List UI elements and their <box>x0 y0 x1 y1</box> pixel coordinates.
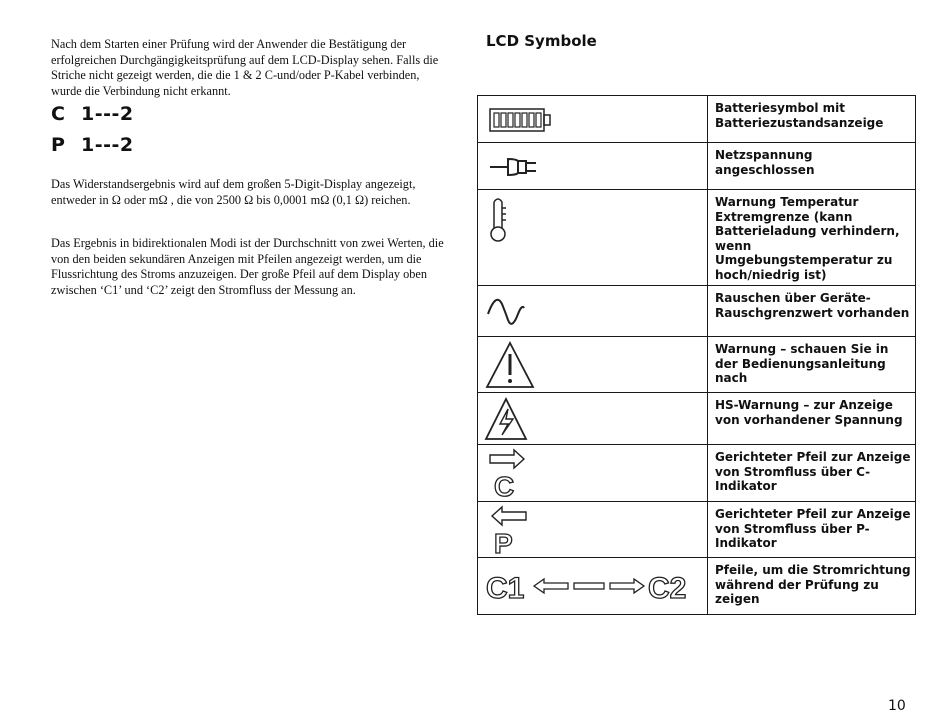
symbol-cell <box>478 558 708 615</box>
symbol-description: Netzspannung angeschlossen <box>708 143 916 190</box>
table-row <box>478 96 916 143</box>
page-number: 10 <box>888 698 906 714</box>
c2-label: C2 <box>648 572 687 605</box>
symbol-cell <box>478 502 708 558</box>
symbol-description: Warnung – schauen Sie in der Bedienungsanleitung nach <box>708 337 916 393</box>
thermometer-icon <box>478 190 707 285</box>
display-c-value: 1---2 <box>81 103 134 125</box>
arrow-left-p-icon <box>478 502 707 557</box>
table-row <box>478 558 916 615</box>
symbol-description: Rauschen über Geräte-Rauschgrenzwert vorhanden <box>708 286 916 337</box>
display-p-value: 1---2 <box>81 134 134 156</box>
intro-paragraph: Nach dem Starten einer Prüfung wird der Anwender die Bestätigung der erfolgreichen Durchgängigkeitsprüfung auf dem LCD-Display sehen. Falls die Striche nicht gezeigt werden, die die 1 & 2 C-und/oder P-Kabel verbinden, wurde die Verbindung nicht erkannt. <box>51 37 439 98</box>
symbol-description: Batteriesymbol mit Batteriezustandsanzeige <box>708 96 916 143</box>
symbol-cell <box>478 393 708 445</box>
table-row <box>478 393 916 445</box>
symbol-cell <box>478 143 708 190</box>
lcd-symbols-title: LCD Symbole <box>486 32 597 50</box>
high-voltage-icon <box>478 393 707 444</box>
symbol-description: HS-Warnung – zur Anzeige von vorhandener Spannung <box>708 393 916 445</box>
display-p-label: P <box>51 134 66 156</box>
symbol-cell <box>478 96 708 143</box>
symbol-cell <box>478 286 708 337</box>
resistance-paragraph: Das Widerstandsergebnis wird auf dem großen 5-Digit-Display angezeigt, entweder in Ω oder mΩ , die von 2500 Ω bis 0,0001 mΩ (0,1 Ω) reichen. <box>51 177 416 207</box>
table-row <box>478 337 916 393</box>
symbol-description: Pfeile, um die Stromrichtung während der Prüfung zu zeigen <box>708 558 916 615</box>
display-c-line <box>51 103 134 125</box>
bidirectional-paragraph: Das Ergebnis in bidirektionalen Modi ist der Durchschnitt von zwei Werten, die von den beiden sekundären Anzeigen mit Pfeilen angezeigt werden, um die Flussrichtung des Stroms anzuzeigen. Der große Pfeil auf dem Display oben zwischen ‘C1’ und ‘C2’ zeigt den Stromfluss der Messung an. <box>51 236 444 297</box>
table-row <box>478 445 916 502</box>
symbol-cell <box>478 337 708 393</box>
display-p-line <box>51 134 134 156</box>
battery-icon <box>478 96 707 142</box>
mains-plug-icon <box>478 143 707 189</box>
arrow-right-c-icon <box>478 445 707 501</box>
c1-c2-arrows-icon <box>478 558 707 614</box>
warning-exclamation-icon <box>478 337 707 392</box>
table-row <box>478 143 916 190</box>
table-row <box>478 286 916 337</box>
display-c-label: C <box>51 103 66 125</box>
symbol-description: Gerichteter Pfeil zur Anzeige von Stromfluss über C-Indikator <box>708 445 916 502</box>
lcd-symbols-table <box>477 95 916 615</box>
symbol-cell <box>478 445 708 502</box>
c1-label: C1 <box>486 572 525 605</box>
noise-wave-icon <box>478 286 707 336</box>
arrow-c-label: C <box>494 471 515 501</box>
symbol-description: Warnung Temperatur Extremgrenze (kann Batterieladung verhindern, wenn Umgebungstemperatur zu hoch/niedrig ist) <box>708 190 916 286</box>
table-row <box>478 502 916 558</box>
arrow-p-label: P <box>494 528 513 557</box>
symbol-cell <box>478 190 708 286</box>
table-row <box>478 190 916 286</box>
symbol-description: Gerichteter Pfeil zur Anzeige von Stromfluss über P-Indikator <box>708 502 916 558</box>
